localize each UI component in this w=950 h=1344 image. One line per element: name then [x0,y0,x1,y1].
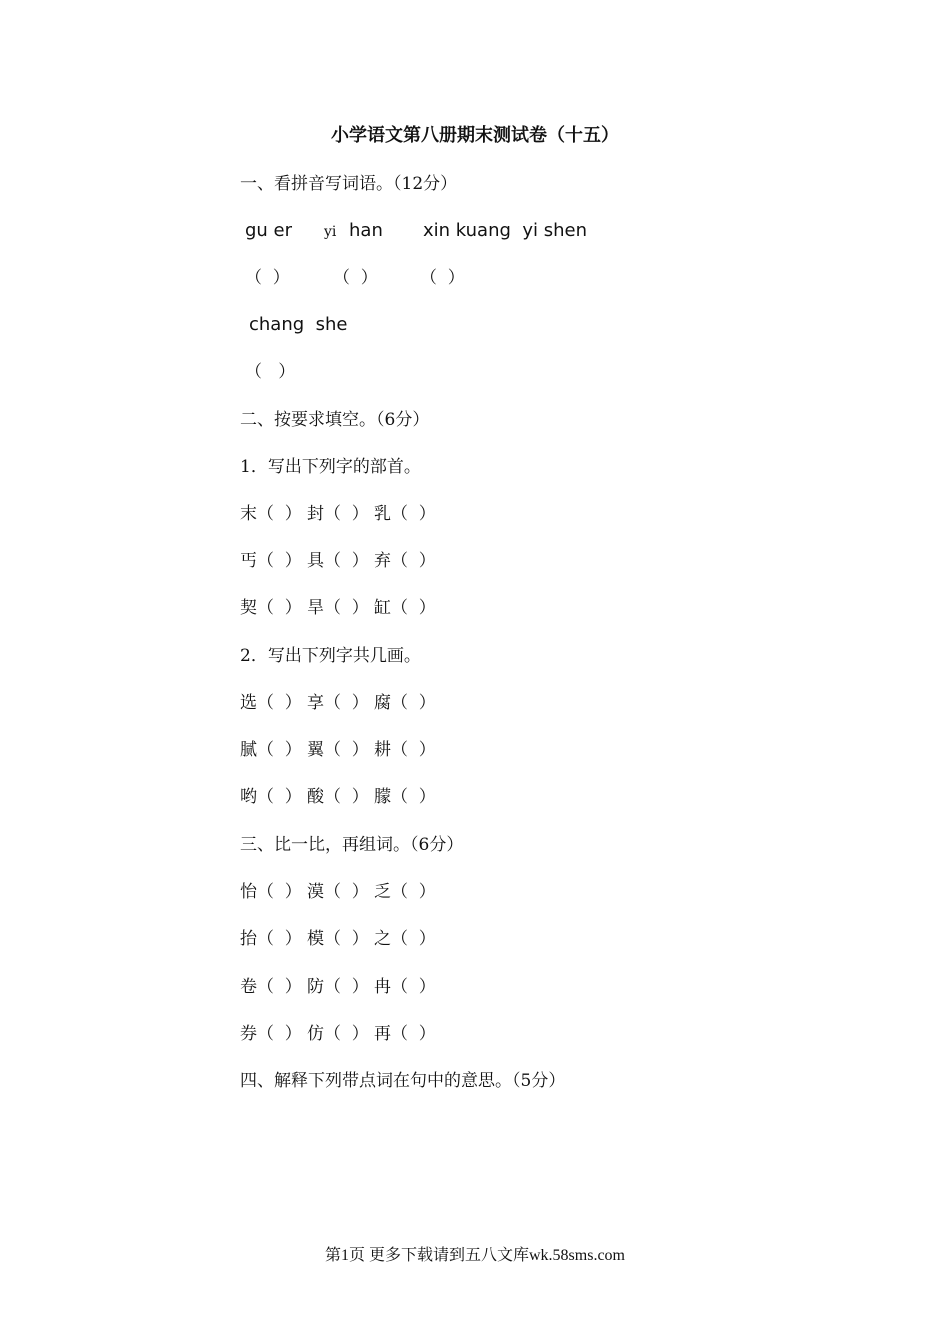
section-4-heading: 四、解释下列带点词在句中的意思。（5分） [240,1071,566,1091]
compare-item[interactable]: 乏（ ） [374,882,436,902]
compare-item[interactable]: 冉（ ） [374,977,436,997]
radical-item[interactable]: 丐（ ） [240,551,302,571]
pinyin-han: han [349,220,383,241]
compare-item[interactable]: 卷（ ） [240,977,302,997]
radical-item[interactable]: 乳（ ） [374,504,436,524]
radical-item[interactable]: 封（ ） [307,504,369,524]
radical-item[interactable]: 缸（ ） [374,598,436,618]
page-footer: 第1页 更多下载请到五八文库wk.58sms.com [324,1247,625,1264]
radical-item[interactable]: 旱（ ） [307,598,369,618]
pinyin-xin-kuang-yi-shen: xin kuang yi shen [423,220,588,241]
answer-blank[interactable]: （ ） [420,268,465,288]
stroke-count-item[interactable]: 腻（ ） [240,740,302,760]
compare-item[interactable]: 模（ ） [307,929,369,949]
radical-item[interactable]: 弃（ ） [374,551,436,571]
stroke-count-item[interactable]: 朦（ ） [374,787,436,807]
compare-item[interactable]: 防（ ） [307,977,369,997]
stroke-count-item[interactable]: 翼（ ） [307,740,369,760]
section-1-heading: 一、看拼音写词语。（12分） [240,174,458,194]
stroke-count-item[interactable]: 酸（ ） [307,787,369,807]
section-2-heading: 二、按要求填空。（6分） [240,410,430,430]
pinyin-gu-er: gu er [245,220,293,241]
compare-item[interactable]: 券（ ） [240,1024,302,1044]
stroke-count-item[interactable]: 耕（ ） [374,740,436,760]
stroke-count-item[interactable]: 腐（ ） [374,693,436,713]
pinyin-yi: yi [324,224,337,240]
compare-item[interactable]: 再（ ） [374,1024,436,1044]
answer-blank[interactable]: （ ） [245,362,296,382]
answer-blank[interactable]: （ ） [333,268,378,288]
radical-item[interactable]: 契（ ） [240,598,302,618]
compare-item[interactable]: 怡（ ） [240,882,302,902]
stroke-count-item[interactable]: 享（ ） [307,693,369,713]
page-title: 小学语文第八册期末测试卷（十五） [331,125,619,146]
q1-instruction: 1．写出下列字的部首。 [240,457,421,477]
radical-item[interactable]: 具（ ） [307,551,369,571]
stroke-count-item[interactable]: 选（ ） [240,693,302,713]
pinyin-chang-she: chang she [249,314,348,335]
compare-item[interactable]: 漠（ ） [307,882,369,902]
radical-item[interactable]: 末（ ） [240,504,302,524]
compare-item[interactable]: 抬（ ） [240,929,302,949]
compare-item[interactable]: 仿（ ） [307,1024,369,1044]
answer-blank[interactable]: （ ） [245,268,290,288]
compare-item[interactable]: 之（ ） [374,929,436,949]
section-3-heading: 三、比一比，再组词。（6分） [240,835,464,855]
q2-instruction: 2．写出下列字共几画。 [240,646,421,666]
stroke-count-item[interactable]: 哟（ ） [240,787,302,807]
